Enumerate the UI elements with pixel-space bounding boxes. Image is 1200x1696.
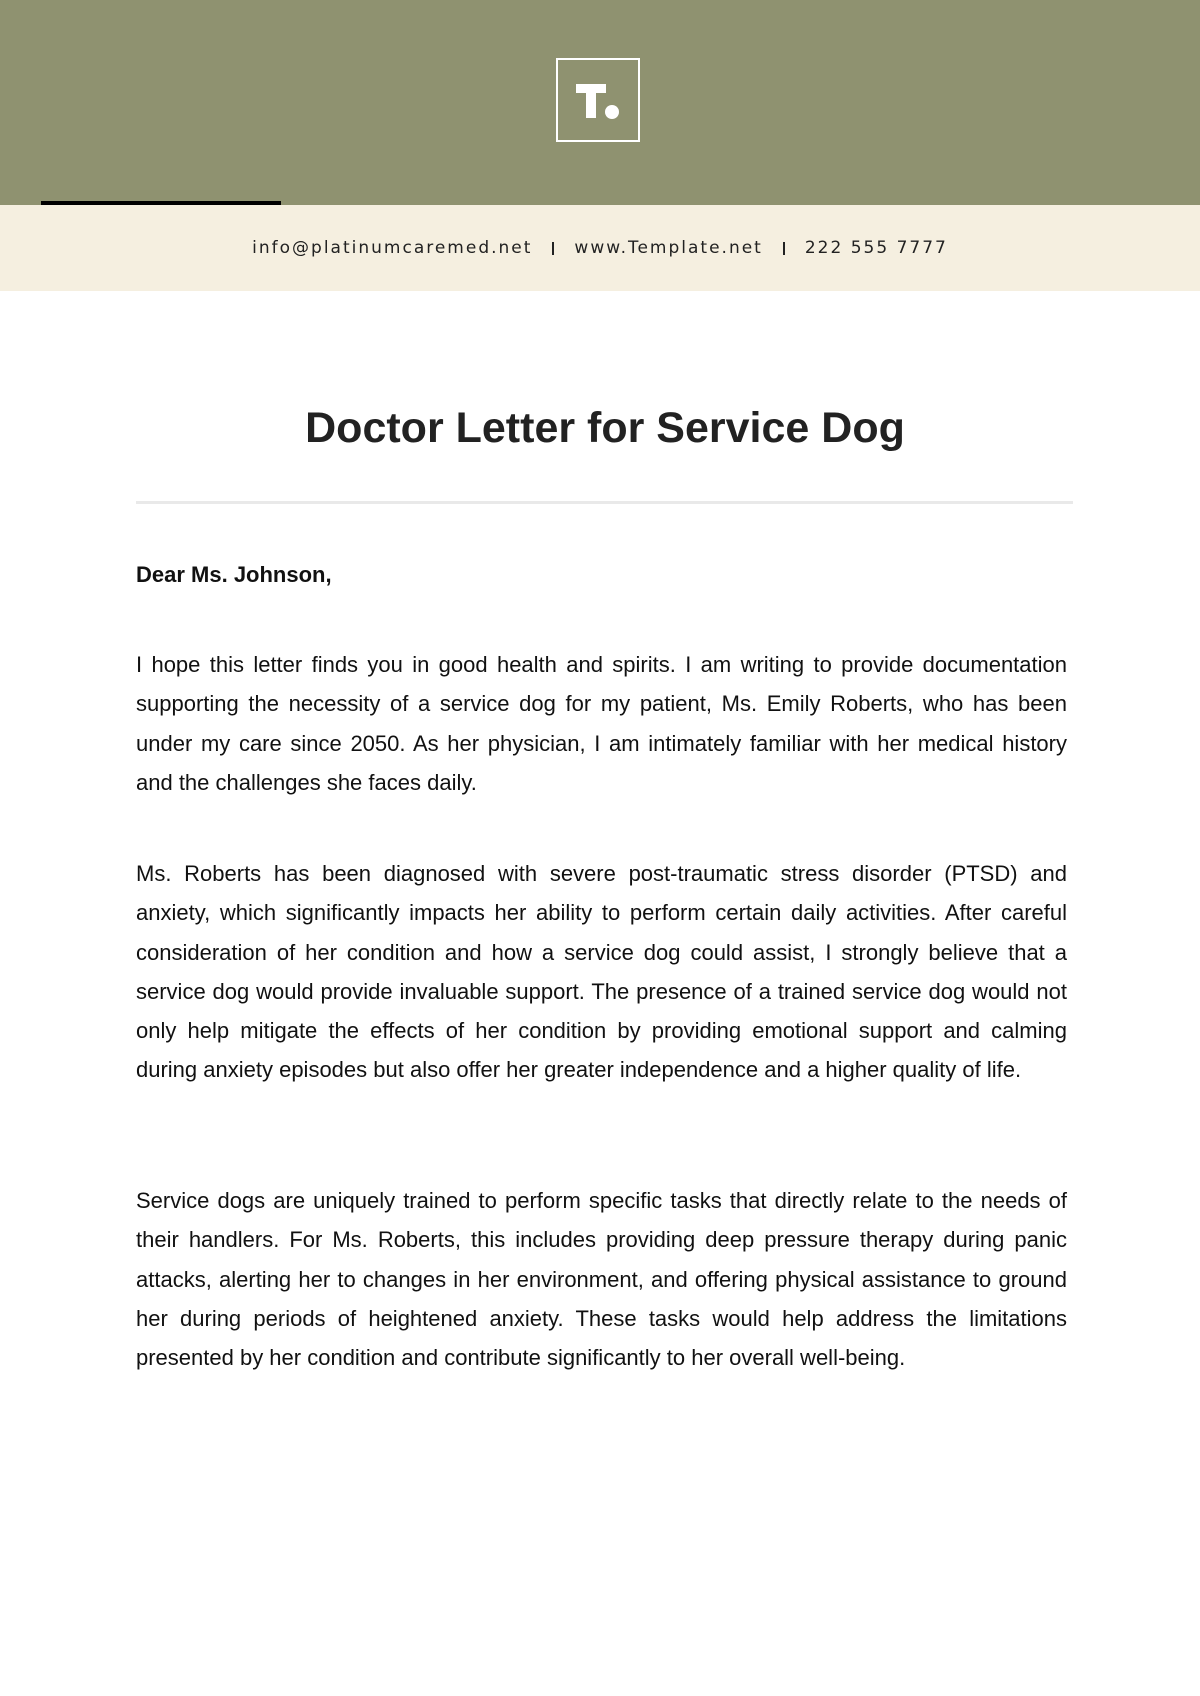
- body-paragraph: Ms. Roberts has been diagnosed with severe post-traumatic stress disorder (PTSD) and anxiety, which significantly impacts her ability to perform certain daily activities. After careful consideration of her condition and how a service dog could assist, I strongly believe that a service dog would provide invaluable support. The presence of a trained service dog would not only help mitigate the effects of her condition by providing emotional support and calming during anxiety episodes but also offer her greater independence and a higher quality of life.: [136, 861, 1067, 1083]
- contact-phone: 222 555 7777: [804, 238, 948, 258]
- header-band: [0, 0, 1200, 205]
- salutation: Dear Ms. Johnson,: [136, 562, 332, 587]
- body-paragraph: Service dogs are uniquely trained to perform specific tasks that directly relate to the needs of their handlers. For Ms. Roberts, this includes providing deep pressure therapy during panic attacks, alerting her to changes in her environment, and offering physical assistance to ground her during periods of heightened anxiety. These tasks would help address the limitations presented by her condition and contribute significantly to her overall well-being.: [136, 1188, 1067, 1371]
- contact-website[interactable]: www.Template.net: [574, 238, 763, 258]
- template-logo-icon: [556, 58, 640, 142]
- contact-separator: [783, 242, 785, 255]
- contact-separator: [552, 242, 554, 255]
- contact-bar: [0, 205, 1200, 291]
- title-divider: [136, 501, 1073, 504]
- contact-email[interactable]: info@platinumcaremed.net: [252, 238, 533, 258]
- document-title: Doctor Letter for Service Dog: [305, 404, 905, 452]
- body-paragraph: I hope this letter finds you in good health and spirits. I am writing to provide documentation supporting the necessity of a service dog for my patient, Ms. Emily Roberts, who has been under my care since 2050. As her physician, I am intimately familiar with her medical history and the challenges she faces daily.: [136, 652, 1067, 795]
